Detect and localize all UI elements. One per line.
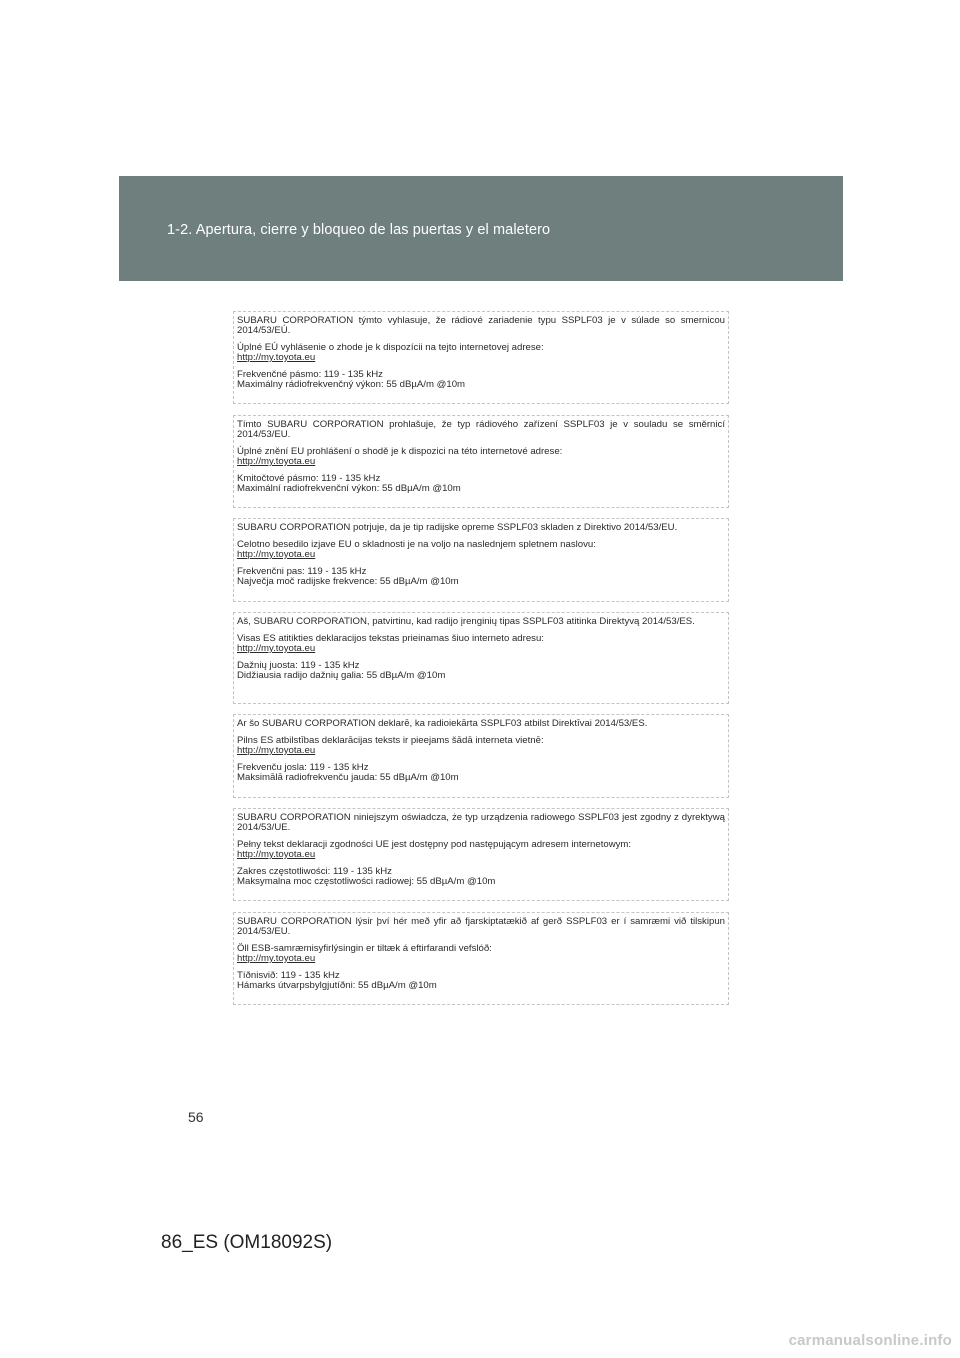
declaration-link[interactable]: http://my.toyota.eu [237, 849, 316, 860]
section-title: 1-2. Apertura, cierre y bloqueo de las puertas y el maletero [167, 222, 551, 238]
declaration-box-cs [233, 415, 729, 508]
declaration-frequency: Kmitočtové pásmo: 119 - 135 kHz [237, 473, 381, 484]
declaration-power: Maximálny rádiofrekvenčný výkon: 55 dBµA/m @10m [237, 379, 466, 390]
declaration-statement: SUBARU CORPORATION lýsir því hér með yfir að fjarskiptatækið af gerð SSPLF03 er í samræmi við tilskipun 2014/53/EU. [237, 916, 725, 937]
declaration-statement: Tímto SUBARU CORPORATION prohlašuje, že typ rádiového zařízení SSPLF03 je v souladu se směrnicí 2014/53/EU. [237, 419, 725, 440]
declaration-frequency: Frekvenčné pásmo: 119 - 135 kHz [237, 369, 383, 380]
declaration-link[interactable]: http://my.toyota.eu [237, 953, 316, 964]
declaration-power: Največja moč radijske frekvence: 55 dBµA/m @10m [237, 576, 459, 587]
declaration-box-sl [233, 518, 729, 602]
declaration-statement: SUBARU CORPORATION niniejszym oświadcza, że typ urządzenia radiowego SSPLF03 jest zgodny z dyrektywą 2014/53/UE. [237, 812, 725, 833]
declaration-statement: SUBARU CORPORATION týmto vyhlasuje, že rádiové zariadenie typu SSPLF03 je v súlade so smernicou 2014/53/EÚ. [237, 315, 725, 336]
declaration-box-lt [233, 612, 729, 704]
declaration-statement: SUBARU CORPORATION potrjuje, da je tip radijske opreme SSPLF03 skladen z Direktivo 2014/53/EU. [237, 522, 678, 533]
declaration-box-pl [233, 808, 729, 901]
declaration-power: Maksymalna moc częstotliwości radiowej: 55 dBµA/m @10m [237, 876, 496, 887]
declaration-full-text: Visas ES atitikties deklaracijos tekstas prieinamas šiuo interneto adresu: [237, 633, 544, 644]
declaration-frequency: Frekvenču josla: 119 - 135 kHz [237, 762, 369, 773]
declaration-frequency: Dažnių juosta: 119 - 135 kHz [237, 660, 360, 671]
declaration-link[interactable]: http://my.toyota.eu [237, 456, 316, 467]
declaration-full-text: Úplné EÚ vyhlásenie o zhode je k dispozícii na tejto internetovej adrese: [237, 342, 544, 353]
declaration-power: Maximální radiofrekvenční výkon: 55 dBµA/m @10m [237, 483, 461, 494]
declaration-full-text: Öll ESB-samræmisyfirlýsingin er tiltæk á eftirfarandi vefslóð: [237, 943, 492, 954]
declaration-box-is [233, 912, 729, 1005]
watermark: carmanualsonline.info [788, 1332, 952, 1349]
declaration-power: Hámarks útvarpsbylgjutíðni: 55 dBµA/m @10m [237, 980, 437, 991]
document-code: 86_ES (OM18092S) [161, 1232, 333, 1253]
declaration-link[interactable]: http://my.toyota.eu [237, 643, 316, 654]
declaration-statement: Aš, SUBARU CORPORATION, patvirtinu, kad radijo įrenginių tipas SSPLF03 atitinka Direktyvą 2014/53/ES. [237, 616, 695, 627]
declaration-full-text: Pilns ES atbilstības deklarācijas teksts ir pieejams šādā interneta vietnē: [237, 735, 544, 746]
declaration-box-sk [233, 311, 729, 404]
declaration-full-text: Celotno besedilo izjave EU o skladnosti je na voljo na naslednjem spletnem naslovu: [237, 539, 596, 550]
page-number: 56 [188, 1109, 204, 1125]
section-header [119, 176, 843, 281]
declaration-box-lv [233, 714, 729, 798]
declaration-full-text: Úplné znění EU prohlášení o shodě je k dispozici na této internetové adrese: [237, 446, 563, 457]
declaration-frequency: Tíðnisvið: 119 - 135 kHz [237, 970, 340, 981]
declaration-frequency: Frekvenčni pas: 119 - 135 kHz [237, 566, 367, 577]
declaration-power: Maksimālā radiofrekvenču jauda: 55 dBµA/m @10m [237, 772, 459, 783]
declaration-frequency: Zakres częstotliwości: 119 - 135 kHz [237, 866, 392, 877]
declaration-link[interactable]: http://my.toyota.eu [237, 549, 316, 560]
declaration-link[interactable]: http://my.toyota.eu [237, 352, 316, 363]
declaration-link[interactable]: http://my.toyota.eu [237, 745, 316, 756]
declaration-full-text: Pełny tekst deklaracji zgodności UE jest dostępny pod następującym adresem internetowym: [237, 839, 632, 850]
declaration-statement: Ar šo SUBARU CORPORATION deklarē, ka radioiekārta SSPLF03 atbilst Direktīvai 2014/53/ES. [237, 718, 648, 729]
declaration-power: Didžiausia radijo dažnių galia: 55 dBµA/m @10m [237, 670, 446, 681]
